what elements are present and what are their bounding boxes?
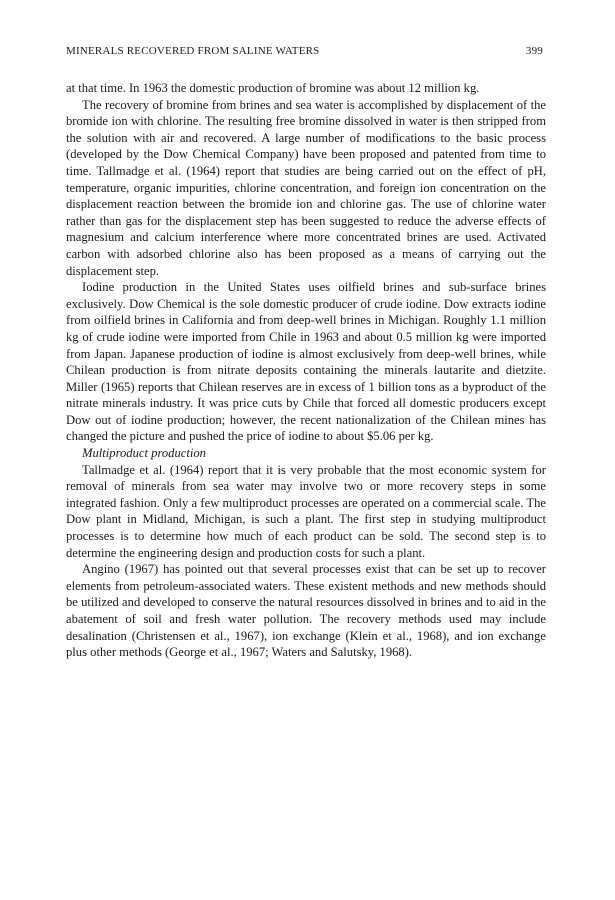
page-header bbox=[66, 45, 543, 57]
running-title: MINERALS RECOVERED FROM SALINE WATERS bbox=[66, 45, 320, 57]
paragraph: Tallmadge et al. (1964) report that it is very probable that the most economic system for removal of minerals from sea water may involve two or more recovery steps in some integrated fashion. Only a few multiproduct processes are operated on a commercial scale. The Dow plant in Midland, Michigan, is such a plant. The first step in studying multiproduct processes is to determine how much of each product can be sold. The second step is to determine the engineering design and production costs for such a plant. bbox=[66, 462, 546, 560]
paragraph: The recovery of bromine from brines and sea water is accomplished by displacement of the bromide ion with chlorine. The resulting free bromine dissolved in water is then stripped from the solution with air and recovered. A large number of modifications to the basic process (developed by the Dow Chemical Company) have been proposed and patented from time to time. Tallmadge et al. (1964) report that studies are being carried out on the effect of pH, temperature, organic impurities, chlorine concentration, and foreign ion concentration on the displacement reaction between the bromide ion and chlorine gas. The use of chlorine water rather than gas for the displacement step has been suggested to reduce the adverse effects of magnesium and calcium interference where more concentrated brines are used. Activated carbon with adsorbed chlorine also has been proposed as a means of carrying out the displacement step. bbox=[66, 97, 546, 278]
page-number: 399 bbox=[525, 45, 543, 57]
paragraph: at that time. In 1963 the domestic production of bromine was about 12 million kg. bbox=[66, 81, 480, 95]
paragraph: Iodine production in the United States uses oilfield brines and sub-surface brines exclusively. Dow Chemical is the sole domestic producer of crude iodine. Dow extracts iodine from oilfield brines in California and from deep-well brines in Michigan. Roughly 1.1 million kg of crude iodine were imported from Chile in 1963 and about 0.5 million kg were imported from Japan. Japanese production of iodine is almost exclusively from deep-well brines, while Chilean production is from nitrate deposits containing the minerals lautarite and dietzite. Miller (1965) reports that Chilean reserves are in excess of 1 billion tons as a byproduct of the nitrate minerals industry. It was price cuts by Chile that forced all domestic producers except Dow out of iodine production; however, the recent nationalization of the Chilean mines has changed the picture and pushed the price of iodine to about $5.06 per kg. bbox=[66, 280, 546, 444]
paragraph: Angino (1967) has pointed out that several processes exist that can be set up to recover elements from petroleum-associated waters. These existent methods and new methods should be utilized and developed to conserve the natural resources dissolved in brines and to aid in the abatement of soil and fresh water pollution. The recovery methods used may include desalination (Christensen et al., 1967), ion exchange (Klein et al., 1968), and ion exchange plus other methods (George et al., 1967; Waters and Salutsky, 1968). bbox=[66, 562, 546, 660]
section-heading: Multiproduct production bbox=[82, 446, 206, 461]
body-text bbox=[66, 80, 546, 661]
